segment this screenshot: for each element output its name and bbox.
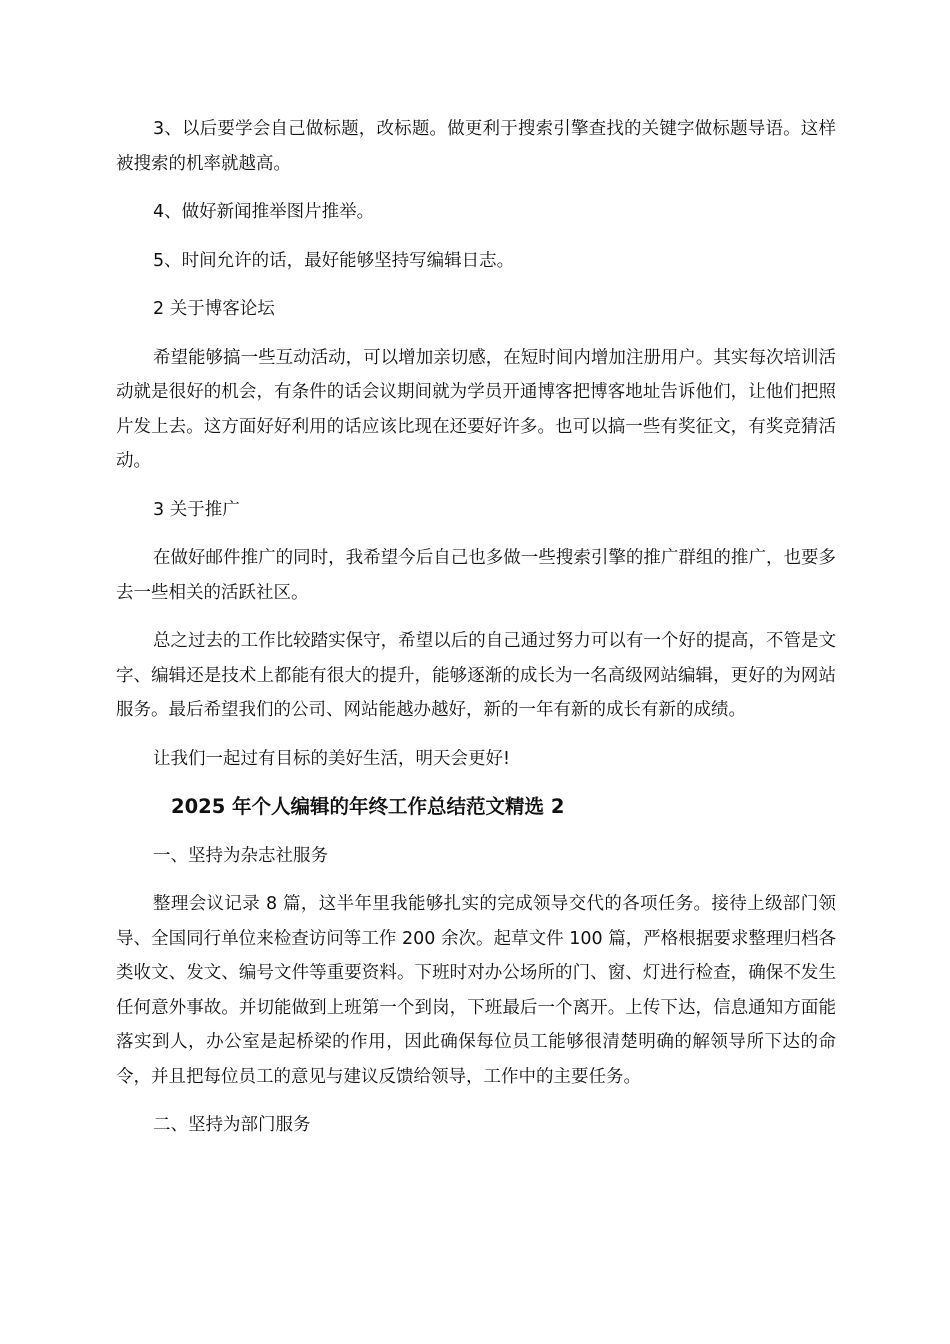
section-title-magazine-service: 一、坚持为杂志社服务	[153, 845, 328, 866]
paragraph-closing: 让我们一起过有目标的美好生活，明天会更好!	[153, 748, 511, 769]
paragraph-item-4: 4、做好新闻推举图片推举。	[153, 202, 375, 222]
section-title-blog-forum: 2 关于博客论坛	[153, 299, 275, 319]
paragraph-summary: 总之过去的工作比较踏实保守，希望以后的自己通过努力可以有一个好的提高，不管是文字、编辑还是技术上都能有很大的提升，能够逐渐的成长为一名高级网站编辑，更好的为网站服务。最后希望我们的公司、网站能越办越好，新的一年有新的成长有新的成绩。	[116, 631, 836, 720]
paragraph-blog-forum: 希望能够搞一些互动活动，可以增加亲切感，在短时间内增加注册用户。其实每次培训活动就是很好的机会，有条件的话会议期间就为学员开通博客把博客地址告诉他们，让他们把照片发上去。这方面好好利用的话应该比现在还要好许多。也可以搞一些有奖征文，有奖竞猜活动。	[116, 347, 836, 471]
paragraph-item-5: 5、时间允许的话，最好能够坚持写编辑日志。	[153, 250, 515, 271]
paragraph-item-3: 3、以后要学会自己做标题，改标题。做更利于搜索引擎查找的关键字做标题导语。这样被搜索的机率就越高。	[116, 119, 836, 174]
article-heading: 2025 年个人编辑的年终工作总结范文精选 2	[171, 795, 565, 818]
paragraph-magazine-service: 整理会议记录 8 篇，这半年里我能够扎实的完成领导交代的各项任务。接待上级部门领导、全国同行单位来检查访问等工作 200 余次。起草文件 100 篇，严格根据要求整理归档各类收文、发文、编号文件等重要资料。下班时对办公场所的门、窗、灯进行检查，确保不发生任何意外事故。并切能做到上班第一个到岗，下班最后一个离开。上传下达，信息通知方面能落实到人，办公室是起桥梁的作用，因此确保每位员工能够很清楚明确的解领导所下达的命令，并且把每位员工的意见与建议反馈给领导，工作中的主要任务。	[116, 894, 836, 1087]
document-page	[116, 112, 836, 1143]
section-title-department-service: 二、坚持为部门服务	[153, 1115, 311, 1135]
paragraph-promotion: 在做好邮件推广的同时，我希望今后自己也多做一些搜索引擎的推广群组的推广，也要多去一些相关的活跃社区。	[116, 548, 836, 603]
section-title-promotion: 3 关于推广	[153, 499, 240, 520]
